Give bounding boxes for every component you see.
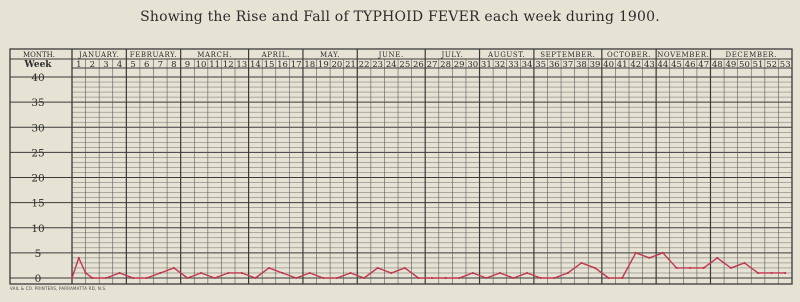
data-point [431, 277, 433, 279]
y-tick-label: 0 [34, 273, 42, 285]
data-point [594, 267, 596, 269]
month-label: SEPTEMBER. [540, 51, 596, 59]
data-point [771, 272, 773, 274]
week-number: 14 [249, 60, 261, 70]
week-number: 52 [766, 60, 778, 70]
data-point [540, 277, 542, 279]
data-point [703, 267, 705, 269]
data-point [91, 277, 93, 279]
week-number: 11 [209, 60, 221, 70]
data-point [716, 257, 718, 259]
week-number: 21 [345, 60, 356, 70]
y-tick-label: 25 [31, 147, 45, 160]
data-point [281, 272, 283, 274]
week-number: 43 [643, 60, 655, 70]
data-point [159, 272, 161, 274]
week-number: 2 [89, 60, 96, 70]
week-number: 1 [76, 60, 82, 70]
month-label: JUNE. [378, 51, 404, 59]
data-point [553, 277, 555, 279]
data-point [608, 277, 610, 279]
data-point [105, 277, 107, 279]
data-point [349, 272, 351, 274]
week-number: 3 [103, 60, 109, 70]
week-number: 5 [130, 60, 136, 70]
data-point [444, 277, 446, 279]
week-number: 42 [630, 60, 642, 70]
y-tick-label: 10 [31, 222, 45, 235]
week-number: 10 [195, 60, 207, 70]
data-point [132, 277, 134, 279]
week-number: 20 [331, 60, 343, 70]
data-point [512, 277, 514, 279]
data-point [309, 272, 311, 274]
week-number: 28 [440, 60, 451, 70]
data-point [472, 272, 474, 274]
week-number: 6 [144, 60, 150, 70]
data-point [173, 267, 175, 269]
week-number: 13 [236, 60, 248, 70]
week-number: 38 [576, 60, 587, 70]
month-label: MARCH. [197, 51, 233, 59]
data-point [78, 257, 80, 259]
data-point [118, 272, 120, 274]
week-number: 40 [603, 60, 615, 70]
month-label: OCTOBER. [606, 51, 652, 59]
y-tick-label: 30 [31, 122, 45, 135]
data-point [499, 272, 501, 274]
data-point [71, 277, 73, 279]
week-number: 35 [535, 60, 547, 70]
data-point [485, 277, 487, 279]
printer-credit: VAIL & CO. PRINTERS, PARRAMATTA RD, N.S. [10, 286, 107, 291]
week-number: 27 [426, 60, 438, 70]
month-label: MAY. [319, 51, 341, 59]
week-number: 8 [171, 60, 177, 70]
data-point [241, 272, 243, 274]
data-point [186, 277, 188, 279]
data-point [458, 277, 460, 279]
month-label: AUGUST. [488, 51, 526, 59]
y-tick-label: 40 [31, 72, 45, 84]
data-point [526, 272, 528, 274]
week-number: 53 [779, 60, 791, 70]
data-point [417, 277, 419, 279]
week-number: 23 [372, 60, 384, 70]
data-point [200, 272, 202, 274]
week-number: 49 [725, 60, 737, 70]
data-point [227, 272, 229, 274]
week-number: 39 [589, 60, 601, 70]
chart-frame [10, 49, 792, 284]
week-number: 9 [184, 60, 191, 70]
data-point [390, 272, 392, 274]
week-number: 7 [157, 60, 164, 70]
week-row-label: Week [24, 60, 52, 70]
data-point [146, 277, 148, 279]
typhoid-series-line [72, 253, 785, 278]
y-tick-label: 20 [31, 172, 45, 185]
data-point [689, 267, 691, 269]
data-point [254, 277, 256, 279]
data-point [784, 272, 786, 274]
month-label: DECEMBER. [725, 51, 778, 59]
week-number: 29 [453, 60, 465, 70]
data-point [404, 267, 406, 269]
data-point [377, 267, 379, 269]
data-point [363, 277, 365, 279]
week-number: 4 [116, 60, 123, 70]
y-tick-label: 5 [34, 247, 42, 260]
data-point [621, 277, 623, 279]
week-number: 50 [739, 60, 750, 70]
data-point [295, 277, 297, 279]
week-number: 24 [385, 60, 397, 70]
week-number: 12 [222, 60, 234, 70]
week-number: 15 [263, 60, 275, 70]
y-tick-label: 15 [31, 197, 45, 210]
week-number: 19 [317, 60, 329, 70]
week-number: 18 [304, 60, 316, 70]
data-point [675, 267, 677, 269]
month-label: FEBRUARY. [129, 51, 178, 59]
week-number: 31 [480, 60, 492, 70]
week-number: 22 [358, 60, 370, 70]
month-label: NOVEMBER. [657, 51, 710, 59]
data-point [214, 277, 216, 279]
week-number: 45 [671, 60, 682, 70]
week-number: 37 [562, 60, 574, 70]
data-point [730, 267, 732, 269]
week-number: 32 [494, 60, 506, 70]
week-number: 41 [616, 60, 628, 70]
week-number: 36 [548, 60, 560, 70]
data-point [336, 277, 338, 279]
data-point [662, 252, 664, 254]
week-number: 30 [467, 60, 479, 70]
data-point [635, 252, 637, 254]
week-number: 34 [521, 60, 533, 70]
data-point [757, 272, 759, 274]
month-label: JULY. [441, 51, 464, 59]
y-tick-label: 35 [31, 97, 45, 110]
chart-title: Showing the Rise and Fall of TYPHOID FEVER each week during 1900. [140, 9, 660, 25]
week-number: 16 [277, 60, 288, 70]
data-point [84, 272, 86, 274]
data-point [648, 257, 650, 259]
week-number: 47 [698, 60, 710, 70]
data-point [268, 267, 270, 269]
week-number: 48 [711, 60, 723, 70]
week-number: 46 [684, 60, 696, 70]
week-number: 44 [657, 60, 669, 70]
week-number: 17 [290, 60, 302, 70]
week-number: 25 [399, 60, 411, 70]
month-label: JANUARY. [78, 51, 120, 59]
week-number: 51 [752, 60, 764, 70]
month-row-label: MONTH. [22, 51, 56, 59]
week-number: 26 [413, 60, 424, 70]
data-point [322, 277, 324, 279]
week-number: 33 [508, 60, 519, 70]
data-point [567, 272, 569, 274]
month-label: APRIL. [261, 51, 290, 59]
data-point [743, 262, 745, 264]
data-point [580, 262, 582, 264]
